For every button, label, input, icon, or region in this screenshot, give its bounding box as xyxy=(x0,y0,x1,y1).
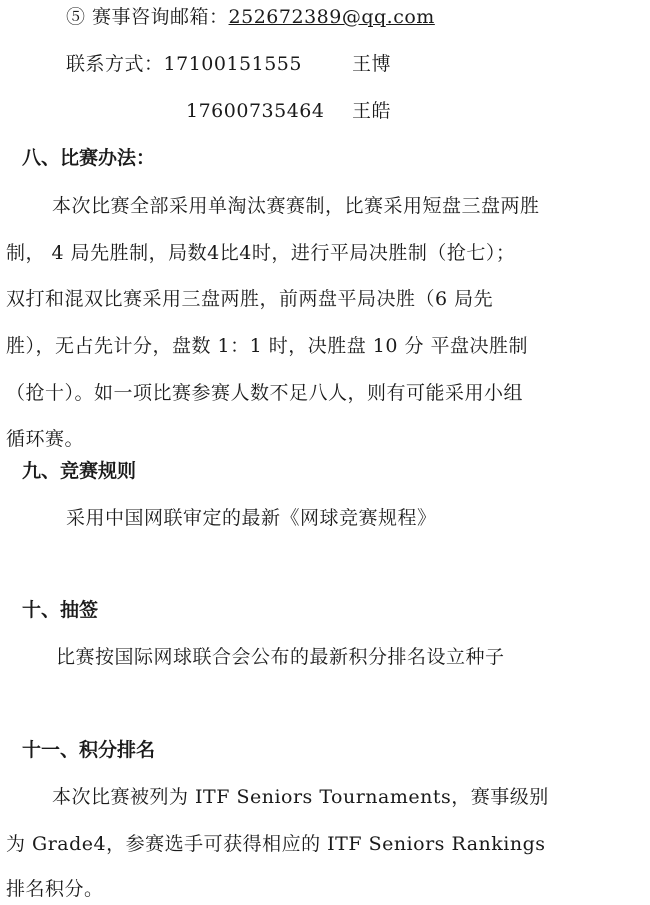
paragraph-line: 比赛按国际网球联合会公布的最新积分排名设立种子 xyxy=(56,646,505,668)
paragraph-line: 循环赛。 xyxy=(6,428,85,450)
email-link[interactable]: 252672389@qq.com xyxy=(228,6,435,28)
contact-name: 王博 xyxy=(352,53,392,75)
paragraph-line: （抢十）。如一项比赛参赛人数不足八人，则有可能采用小组 xyxy=(6,382,524,404)
section-heading: 九、竞赛规则 xyxy=(22,460,137,482)
paragraph-line: 制， 4 局先胜制，局数4比4时，进行平局决胜制（抢七）； xyxy=(6,242,516,264)
email-line xyxy=(66,4,435,30)
paragraph-line: 排名积分。 xyxy=(6,878,104,900)
phone-line-1 xyxy=(66,51,302,77)
paragraph-line: 本次比赛被列为 ITF Seniors Tournaments，赛事级别 xyxy=(52,786,549,808)
phone-number: 17600735464 xyxy=(186,100,325,122)
paragraph-line: 采用中国网联审定的最新《网球竞赛规程》 xyxy=(66,507,437,529)
contact-name: 王皓 xyxy=(352,100,392,122)
paragraph-line: 胜），无占先计分，盘数 1：1 时，决胜盘 10 分 平盘决胜制 xyxy=(6,335,529,357)
paragraph-line: 为 Grade4，参赛选手可获得相应的 ITF Seniors Rankings xyxy=(6,833,546,855)
section-heading: 八、比赛办法： xyxy=(22,147,156,169)
section-heading: 十一、积分排名 xyxy=(22,739,156,761)
paragraph-line: 双打和混双比赛采用三盘两胜，前两盘平局决胜（6 局先 xyxy=(6,288,494,310)
paragraph-line: 本次比赛全部采用单淘汰赛赛制，比赛采用短盘三盘两胜 xyxy=(52,195,540,217)
phone-number: 17100151555 xyxy=(163,53,302,75)
email-label: ⑤ 赛事咨询邮箱： xyxy=(66,6,229,28)
contact-label: 联系方式： xyxy=(66,53,164,75)
section-heading: 十、抽签 xyxy=(22,599,99,621)
